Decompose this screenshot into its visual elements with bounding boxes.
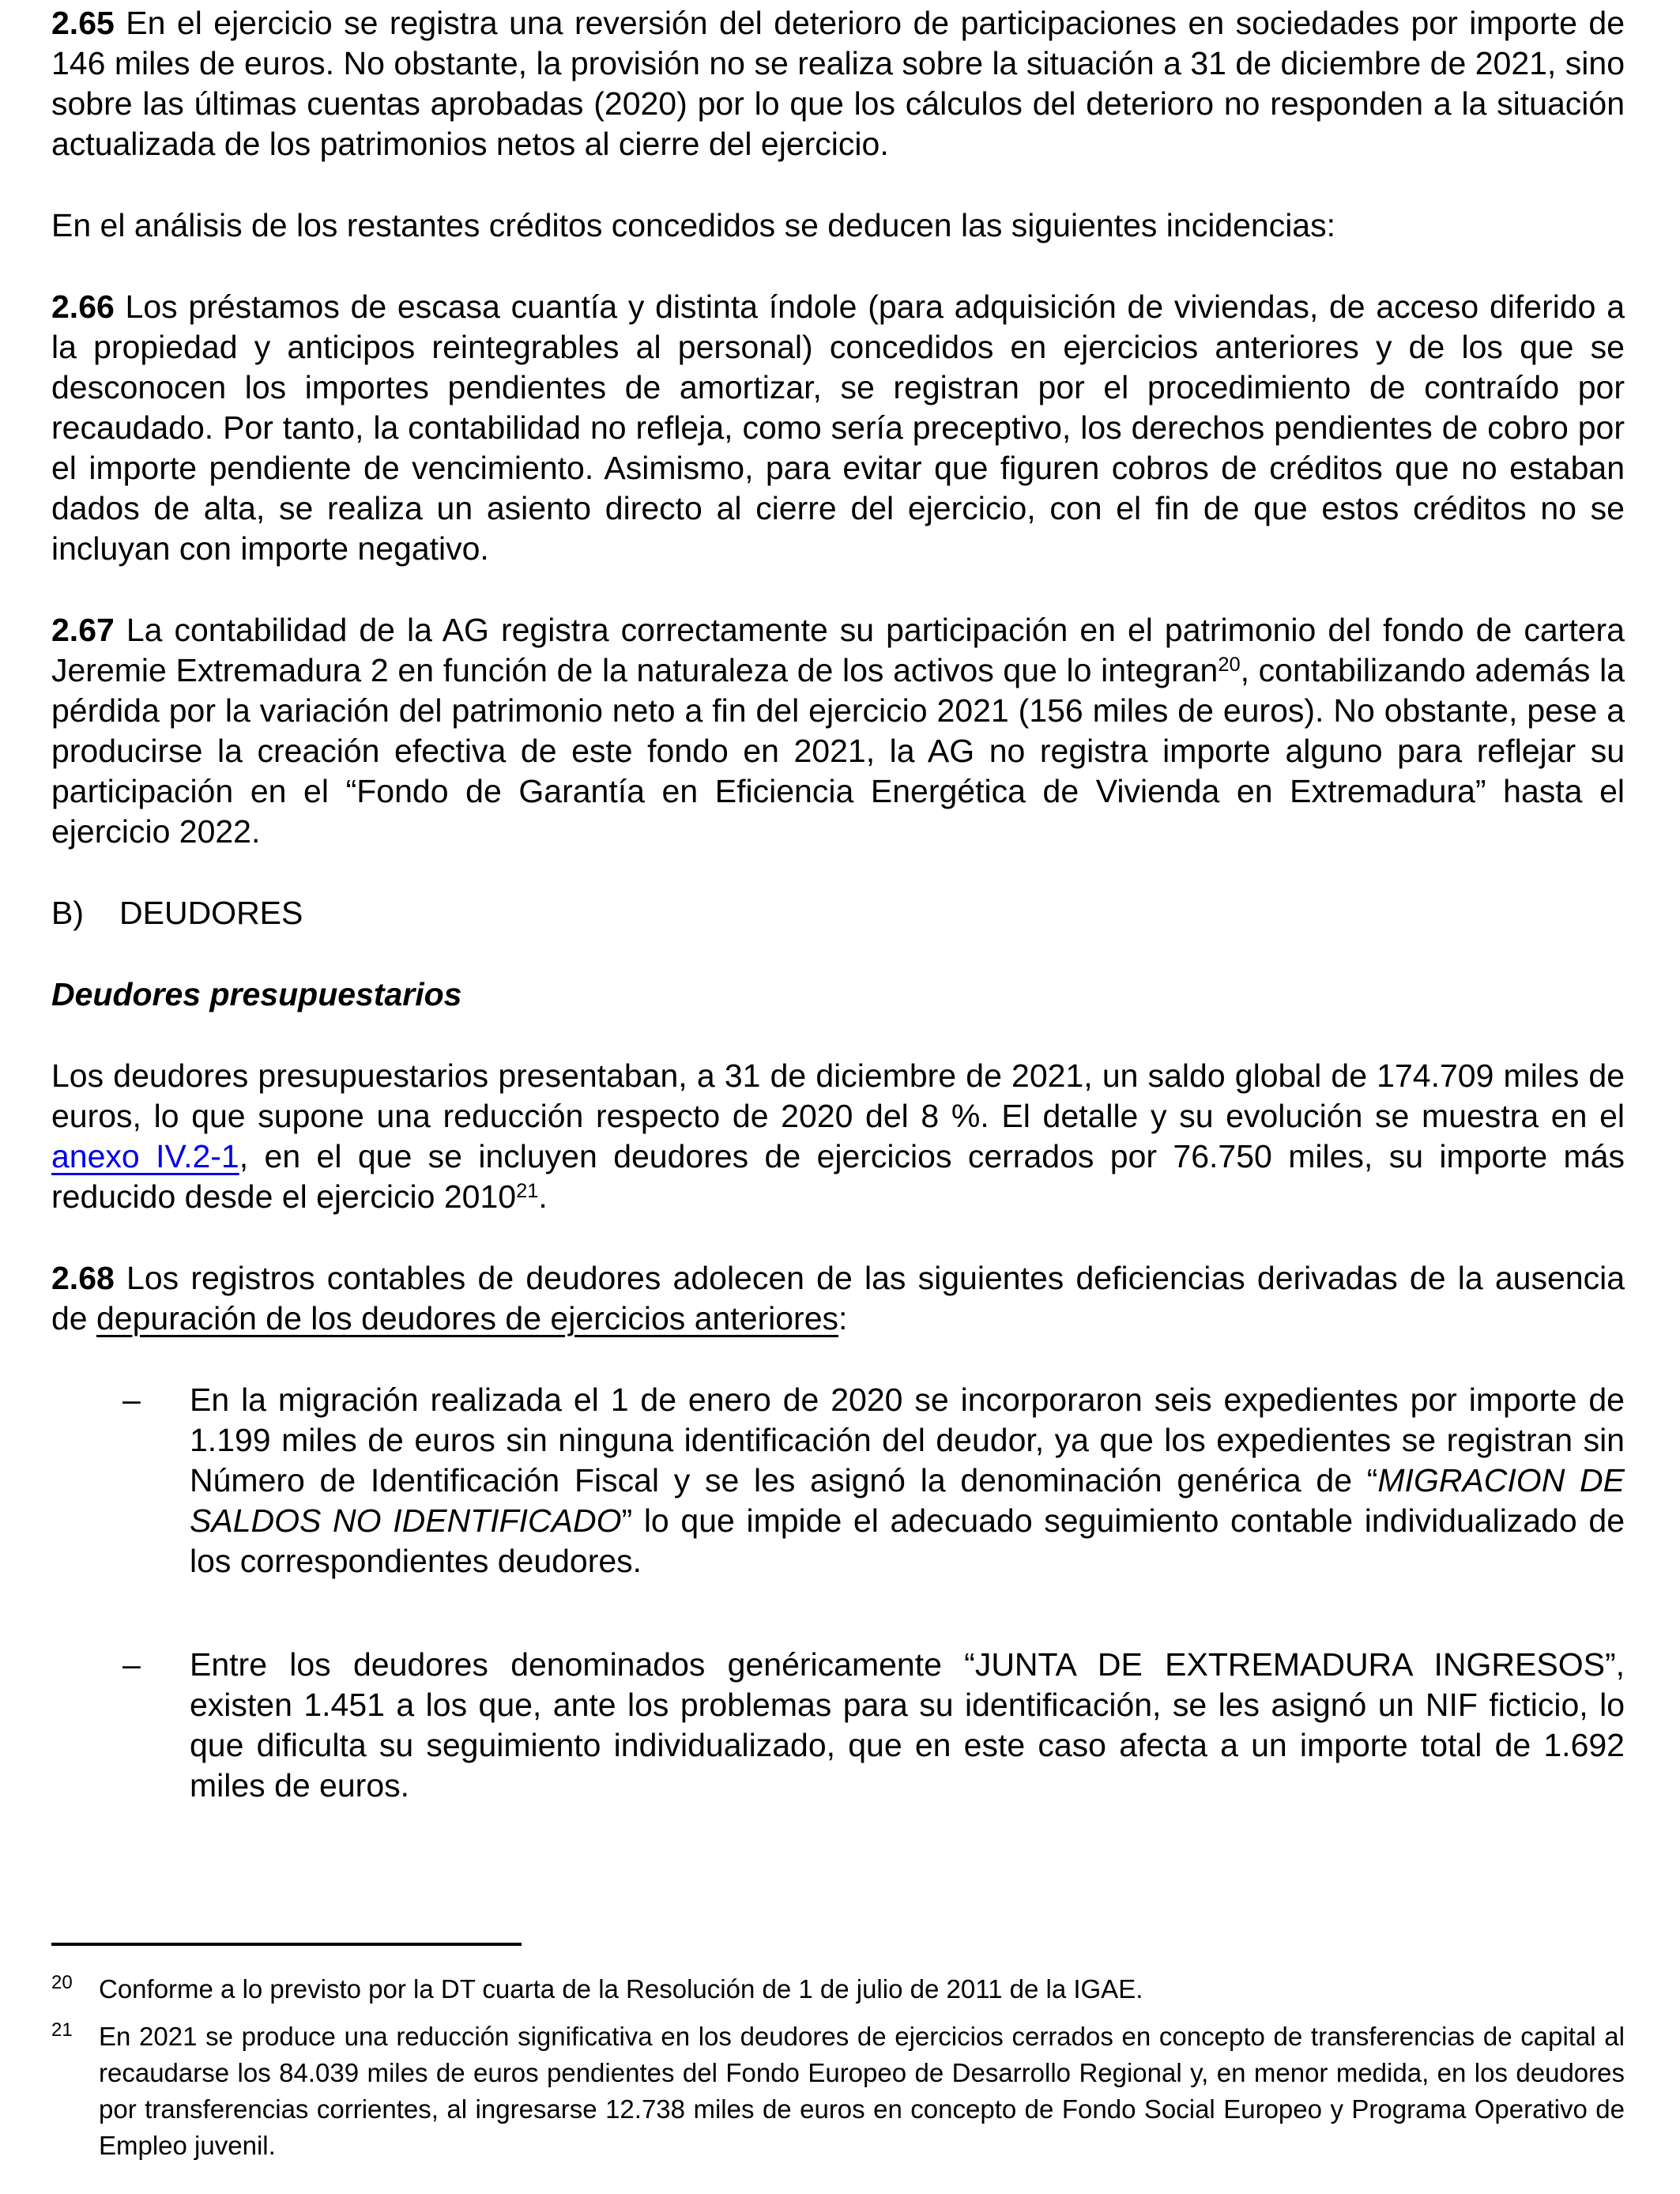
footnote-text: En 2021 se produce una reducción significativa en los deudores de ejercicios cerrados en concepto de transferencias de capital al recaudarse los 84.039 miles de euros pendientes del Fondo Europeo de Desarrollo Regional y, en menor medida, en los deudores por transferencias corrientes, al ingresarse 12.738 miles de euros en concepto de Fondo Social Europeo y Programa Operativo de Empleo juvenil. <box>99 2022 1625 2160</box>
para-text: , contabilizando además la pérdida por la variación del patrimonio neto a fin del ejercicio 2021 (156 miles de euros). No obstante, pese a producirse la creación efectiva de este fondo en 2021, la AG no registra importe alguno para reflejar su participación en el “Fondo de Garantía en Eficiencia Energética de Vivienda en Extremadura” hasta el ejercicio 2022. <box>51 652 1625 850</box>
heading-deudores-presupuestarios <box>51 974 1625 1015</box>
footnote-marker-21: 21 <box>51 2019 73 2041</box>
para-text: , en el que se incluyen deudores de ejercicios cerrados por 76.750 miles, su importe más reducido desde el ejercicio 2010 <box>51 1138 1625 1215</box>
section-title: DEUDORES <box>119 895 303 931</box>
footnote-separator <box>51 1943 522 1946</box>
para-number-2-67: 2.67 <box>51 612 115 648</box>
dash-bullet-icon: – <box>122 1382 141 1418</box>
bullet-text-junta <box>190 1646 1625 1804</box>
para-number-2-65: 2.65 <box>51 5 115 41</box>
paragraph-2-66 <box>51 287 1625 569</box>
dash-bullet-icon: – <box>122 1646 141 1683</box>
para-text: . <box>538 1178 548 1215</box>
underlined-phrase: depuración de los deudores de ejercicios anteriores <box>96 1300 839 1336</box>
paragraph-2-67 <box>51 610 1625 852</box>
footnote-21-text <box>99 2022 1625 2160</box>
paragraph-2-65 <box>51 3 1625 164</box>
footnote-ref-20: 20 <box>1218 654 1241 677</box>
paragraph-2-68 <box>51 1258 1625 1339</box>
para-number-2-66: 2.66 <box>51 288 115 325</box>
subsection-title: Deudores presupuestarios <box>51 976 462 1012</box>
para-number-2-68: 2.68 <box>51 1260 115 1296</box>
paragraph-intro-incidencias <box>51 205 1625 246</box>
para-text: Los registros contables de deudores adolecen de las siguientes deficiencias derivadas de la ausencia de <box>51 1260 1625 1336</box>
bullet-item-junta <box>51 1645 1625 1806</box>
bullet-text-migracion <box>190 1382 1625 1579</box>
para-text: : <box>838 1300 848 1336</box>
para-text: En el ejercicio se registra una reversión del deterioro de participaciones en sociedades por importe de 146 miles de euros. No obstante, la provisión no se realiza sobre la situación a 31 de diciembre de 2021, sino sobre las últimas cuentas aprobadas (2020) por lo que los cálculos del deterioro no responden a la situación actualizada de los patrimonios netos al cierre del ejercicio. <box>51 5 1625 162</box>
footnote-20-text <box>99 1974 1143 2004</box>
footnote-ref-21: 21 <box>516 1180 539 1203</box>
heading-b-deudores <box>51 893 1625 933</box>
bullet-text: En la migración realizada el 1 de enero de 2020 se incorporaron seis expedientes por importe de 1.199 miles de euros sin ninguna identificación del deudor, ya que los expedientes se registran sin Número de Identificación Fiscal y se les asignó la denominación genérica de “ <box>190 1382 1625 1498</box>
footnote-21 <box>51 2019 1625 2164</box>
bullet-item-migracion <box>51 1380 1625 1581</box>
footnote-marker-20: 20 <box>51 1972 73 1993</box>
para-text: Los deudores presupuestarios presentaban, a 31 de diciembre de 2021, un saldo global de 174.709 miles de euros, lo que supone una reducción respecto de 2020 del 8 %. El detalle y su evolución se muestra en el <box>51 1057 1625 1134</box>
paragraph-deudores-saldo <box>51 1056 1625 1217</box>
para-text: La contabilidad de la AG registra correctamente su participación en el patrimonio del fondo de cartera Jeremie Extremadura 2 en función de la naturaleza de los activos que lo integran <box>51 612 1625 688</box>
para-text: Los préstamos de escasa cuantía y distinta índole (para adquisición de viviendas, de acceso diferido a la propiedad y anticipos reintegrables al personal) concedidos en ejercicios anteriores y de los que se desconocen los importes pendientes de amortizar, se registran por el procedimiento de contraído por recaudado. Por tanto, la contabilidad no refleja, como sería preceptivo, los derechos pendientes de cobro por el importe pendiente de vencimiento. Asimismo, para evitar que figuren cobros de créditos que no estaban dados de alta, se realiza un asiento directo al cierre del ejercicio, con el fin de que estos créditos no se incluyan con importe negativo. <box>51 288 1625 567</box>
annex-link[interactable]: anexo IV.2-1 <box>51 1138 239 1174</box>
footnote-text: Conforme a lo previsto por la DT cuarta de la Resolución de 1 de julio de 2011 de la IGAE. <box>99 1974 1143 2004</box>
footnote-20 <box>51 1971 1625 2007</box>
quoted-denomination: MIGRACION DE SALDOS NO IDENTIFICADO <box>190 1462 1625 1539</box>
para-text: En el análisis de los restantes créditos concedidos se deducen las siguientes incidencias: <box>51 207 1336 243</box>
footnotes-section <box>51 1943 1625 2175</box>
section-letter: B) <box>51 895 84 931</box>
bullet-text: ” lo que impide el adecuado seguimiento contable individualizado de los correspondientes deudores. <box>190 1502 1625 1579</box>
bullet-text: Entre los deudores denominados genéricamente “JUNTA DE EXTREMADURA INGRESOS”, existen 1.451 a los que, ante los problemas para su identificación, se les asignó un NIF ficticio, lo que dificulta su seguimiento individualizado, que en este caso afecta a un importe total de 1.692 miles de euros. <box>190 1646 1625 1804</box>
